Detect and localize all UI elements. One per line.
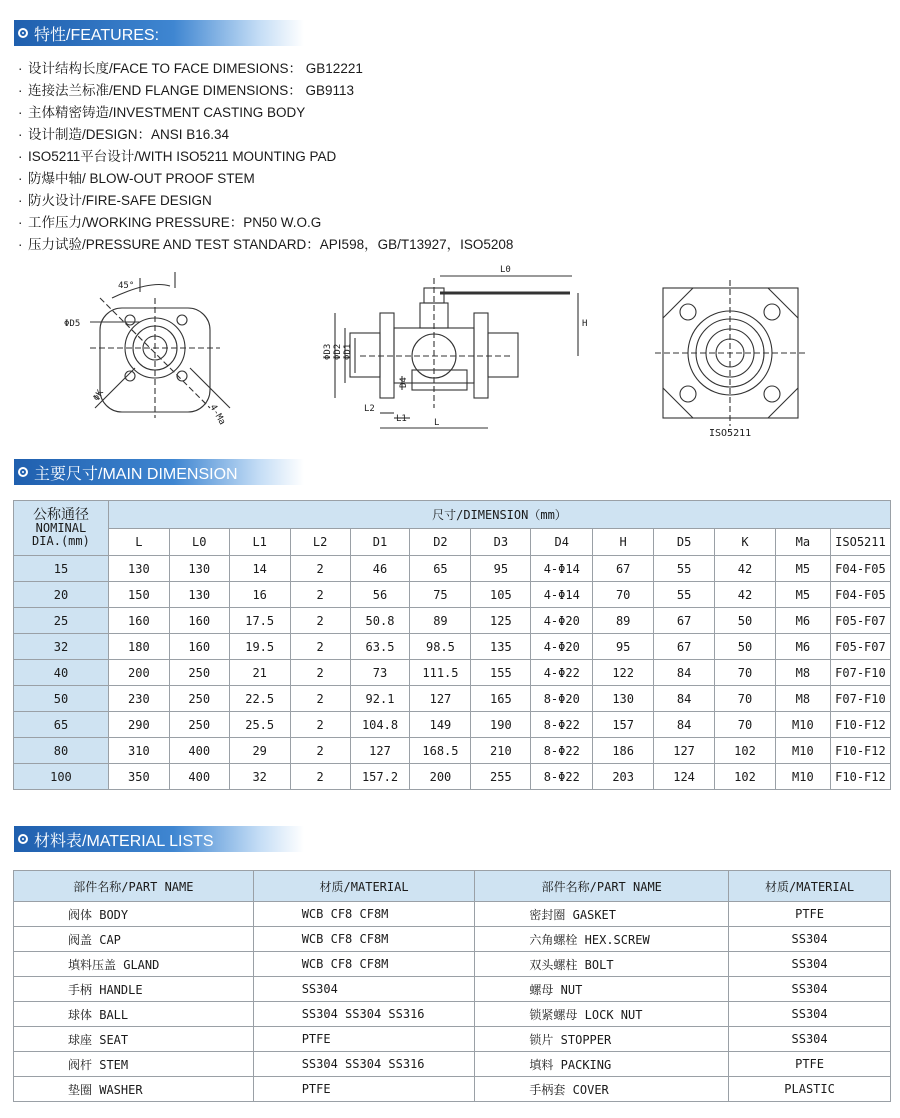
dimension-cell: 150	[108, 582, 169, 608]
dimension-cell: 125	[471, 608, 531, 634]
feature-item: · 压力试验/PRESSURE AND TEST STANDARD：API598，GB/T13927，ISO5208	[18, 237, 514, 252]
dimension-cell: 130	[169, 556, 229, 582]
material-cell: PLASTIC	[729, 1077, 891, 1102]
part-name-cell: 阀盖 CAP	[14, 927, 254, 952]
part-name-cell: 螺母 NUT	[475, 977, 729, 1002]
dimension-cell: F10-F12	[830, 712, 890, 738]
dimension-cell: 55	[654, 556, 715, 582]
dimension-cell: 42	[715, 582, 776, 608]
dimension-cell: 155	[471, 660, 531, 686]
dimension-cell: 98.5	[410, 634, 471, 660]
dimension-table	[13, 500, 891, 790]
material-cell: SS304	[729, 977, 891, 1002]
dimension-cell: 160	[169, 608, 229, 634]
dimension-cell: 84	[654, 660, 715, 686]
dimension-cell: 70	[715, 660, 776, 686]
drawing-label-ma: 4-Ma	[207, 403, 227, 427]
dimension-column-header: D4	[531, 529, 593, 556]
dimension-column-header: ISO5211	[830, 529, 890, 556]
part-name-cell: 填料 PACKING	[475, 1052, 729, 1077]
part-name-cell: 垫圈 WASHER	[14, 1077, 254, 1102]
table-row	[14, 608, 891, 634]
material-title: 材料表/MATERIAL LISTS	[34, 832, 214, 850]
dimension-cell: 203	[593, 764, 654, 790]
dimension-cell: 4-Φ22	[531, 660, 593, 686]
dimension-cell: 130	[108, 556, 169, 582]
dimension-cell: 73	[350, 660, 410, 686]
table-row	[14, 556, 891, 582]
dimension-cell: 65	[410, 556, 471, 582]
dimension-cell: 8-Φ22	[531, 712, 593, 738]
nominal-dia-cell: 65	[14, 712, 109, 738]
feature-item: · 防火设计/FIRE-SAFE DESIGN	[18, 193, 212, 208]
dimension-cell: 2	[290, 582, 350, 608]
drawing-label-l: L	[434, 418, 440, 428]
bullet-circle-icon	[18, 834, 28, 844]
dimension-cell: 127	[654, 738, 715, 764]
dimension-cell: 130	[169, 582, 229, 608]
main-dimension-title: 主要尺寸/MAIN DIMENSION	[34, 465, 238, 483]
dimension-cell: 135	[471, 634, 531, 660]
material-cell: WCB CF8 CF8M	[253, 952, 475, 977]
dimension-cell: 8-Φ22	[531, 738, 593, 764]
dimension-cell: 230	[108, 686, 169, 712]
material-section-header	[14, 826, 304, 852]
dimension-column-header: L	[108, 529, 169, 556]
nominal-dia-cell: 40	[14, 660, 109, 686]
main-dimension-section-header	[14, 459, 304, 485]
material-cell: SS304	[729, 952, 891, 977]
material-cell: SS304 SS304 SS316	[253, 1052, 475, 1077]
dimension-cell: 2	[290, 660, 350, 686]
dimension-cell: 4-Φ14	[531, 582, 593, 608]
dimension-cell: 50	[715, 608, 776, 634]
dimension-cell: M8	[775, 660, 830, 686]
dimension-cell: 250	[169, 686, 229, 712]
dimension-cell: 4-Φ20	[531, 634, 593, 660]
drawing-label-k: ΦK	[91, 388, 107, 403]
dimension-cell: F04-F05	[830, 582, 890, 608]
dimension-cell: 32	[229, 764, 290, 790]
dimension-cell: 75	[410, 582, 471, 608]
dimension-cell: 310	[108, 738, 169, 764]
dimension-cell: M10	[775, 764, 830, 790]
flange-view-drawing	[90, 272, 230, 418]
material-cell: SS304	[729, 1027, 891, 1052]
dimension-cell: 350	[108, 764, 169, 790]
dimension-cell: M5	[775, 582, 830, 608]
dimension-cell: 105	[471, 582, 531, 608]
material-cell: PTFE	[729, 1052, 891, 1077]
dimension-cell: 102	[715, 738, 776, 764]
part-name-cell: 球座 SEAT	[14, 1027, 254, 1052]
dimension-cell: 16	[229, 582, 290, 608]
dimension-cell: M6	[775, 608, 830, 634]
dimension-cell: 127	[350, 738, 410, 764]
dimension-cell: 21	[229, 660, 290, 686]
part-name-cell: 球体 BALL	[14, 1002, 254, 1027]
table-row	[14, 1077, 891, 1102]
dimension-cell: 160	[169, 634, 229, 660]
table-row	[14, 738, 891, 764]
material-cell: SS304	[729, 927, 891, 952]
dimension-cell: F05-F07	[830, 634, 890, 660]
dimension-cell: 160	[108, 608, 169, 634]
dimension-cell: 111.5	[410, 660, 471, 686]
dimension-cell: F10-F12	[830, 764, 890, 790]
dimension-cell: 200	[410, 764, 471, 790]
feature-item: · 设计制造/DESIGN：ANSI B16.34	[18, 127, 230, 142]
dimension-cell: 2	[290, 738, 350, 764]
dimension-cell: 200	[108, 660, 169, 686]
dimension-cell: 67	[654, 608, 715, 634]
dimension-cell: 84	[654, 712, 715, 738]
nominal-dia-cell: 20	[14, 582, 109, 608]
nominal-dia-cell: 32	[14, 634, 109, 660]
dimension-column-header: D2	[410, 529, 471, 556]
dimension-cell: 70	[715, 686, 776, 712]
dimension-cell: 2	[290, 608, 350, 634]
table-row	[14, 712, 891, 738]
dimension-cell: 8-Φ22	[531, 764, 593, 790]
dimension-cell: 19.5	[229, 634, 290, 660]
material-header: 材质/MATERIAL	[729, 871, 891, 902]
dimension-cell: 63.5	[350, 634, 410, 660]
dimension-cell: 14	[229, 556, 290, 582]
dimension-cell: 400	[169, 764, 229, 790]
feature-item: · 主体精密铸造/INVESTMENT CASTING BODY	[18, 105, 306, 120]
nominal-dia-cell: 80	[14, 738, 109, 764]
part-name-cell: 锁紧螺母 LOCK NUT	[475, 1002, 729, 1027]
dimension-cell: M10	[775, 738, 830, 764]
features-title: 特性/FEATURES:	[34, 26, 160, 44]
material-cell: WCB CF8 CF8M	[253, 927, 475, 952]
dimension-cell: 210	[471, 738, 531, 764]
dimension-cell: 89	[593, 608, 654, 634]
material-cell: SS304	[253, 977, 475, 1002]
dimension-cell: M8	[775, 686, 830, 712]
part-name-cell: 填料压盖 GLAND	[14, 952, 254, 977]
feature-item: · ISO5211平台设计/WITH ISO5211 MOUNTING PAD	[18, 149, 337, 164]
part-name-cell: 阀杆 STEM	[14, 1052, 254, 1077]
dimension-cell: 46	[350, 556, 410, 582]
part-name-cell: 锁片 STOPPER	[475, 1027, 729, 1052]
dimension-cell: 70	[593, 582, 654, 608]
dimension-cell: 17.5	[229, 608, 290, 634]
part-name-cell: 六角螺栓 HEX.SCREW	[475, 927, 729, 952]
material-cell: SS304	[729, 1002, 891, 1027]
table-row	[14, 660, 891, 686]
drawing-label-d4: D4	[399, 377, 409, 388]
features-section-header	[14, 20, 304, 46]
feature-item: · 工作压力/WORKING PRESSURE：PN50 W.O.G	[18, 215, 322, 230]
dimension-cell: 50.8	[350, 608, 410, 634]
dimension-cell: 255	[471, 764, 531, 790]
drawing-label-d5: ΦD5	[64, 319, 81, 329]
drawing-label-l1: L1	[396, 414, 407, 424]
part-name-cell: 手柄 HANDLE	[14, 977, 254, 1002]
nominal-dia-cell: 15	[14, 556, 109, 582]
dimension-cell: 95	[471, 556, 531, 582]
dimension-cell: F05-F07	[830, 608, 890, 634]
dimension-cell: M10	[775, 712, 830, 738]
dimension-column-header: Ma	[775, 529, 830, 556]
dimension-cell: 50	[715, 634, 776, 660]
table-row	[14, 952, 891, 977]
table-row	[14, 1052, 891, 1077]
dimension-cell: 89	[410, 608, 471, 634]
material-header: 材质/MATERIAL	[253, 871, 475, 902]
dimension-cell: 29	[229, 738, 290, 764]
dimension-cell: 250	[169, 712, 229, 738]
table-row	[14, 1002, 891, 1027]
dimension-cell: 124	[654, 764, 715, 790]
dimension-column-header: D1	[350, 529, 410, 556]
dimension-cell: 70	[715, 712, 776, 738]
dimension-cell: 180	[108, 634, 169, 660]
material-table	[13, 870, 891, 1102]
dimension-cell: F04-F05	[830, 556, 890, 582]
dimension-cell: 2	[290, 712, 350, 738]
material-cell: PTFE	[253, 1027, 475, 1052]
dimension-column-header: L0	[169, 529, 229, 556]
part-name-header: 部件名称/PART NAME	[14, 871, 254, 902]
part-name-cell: 双头螺柱 BOLT	[475, 952, 729, 977]
dimension-cell: 2	[290, 556, 350, 582]
drawing-label-d2: ΦD2	[333, 343, 343, 360]
dimension-cell: 190	[471, 712, 531, 738]
dimension-cell: 2	[290, 634, 350, 660]
dimension-cell: 92.1	[350, 686, 410, 712]
dimension-cell: 165	[471, 686, 531, 712]
dimension-cell: 168.5	[410, 738, 471, 764]
dimension-cell: F07-F10	[830, 686, 890, 712]
dimension-cell: 55	[654, 582, 715, 608]
table-row	[14, 927, 891, 952]
drawing-label-angle: 45°	[118, 281, 135, 291]
dimension-cell: 250	[169, 660, 229, 686]
drawing-label-lo: L0	[500, 265, 511, 275]
dimension-cell: 25.5	[229, 712, 290, 738]
nominal-dia-header: 公称通径 NOMINAL DIA.(mm)	[14, 501, 109, 556]
material-cell: PTFE	[253, 1077, 475, 1102]
dimension-column-header: H	[593, 529, 654, 556]
dimension-cell: M5	[775, 556, 830, 582]
dimension-cell: 95	[593, 634, 654, 660]
technical-drawings	[0, 258, 900, 458]
dimension-cell: 22.5	[229, 686, 290, 712]
dimension-cell: 186	[593, 738, 654, 764]
dimension-column-header: D5	[654, 529, 715, 556]
features-list	[18, 58, 718, 256]
bullet-circle-icon	[18, 28, 28, 38]
dimension-cell: 2	[290, 686, 350, 712]
dimension-header: 尺寸/DIMENSION（mm）	[108, 501, 890, 529]
dimension-cell: 4-Φ20	[531, 608, 593, 634]
nominal-dia-cell: 25	[14, 608, 109, 634]
dimension-cell: 67	[654, 634, 715, 660]
dimension-cell: 130	[593, 686, 654, 712]
part-name-cell: 阀体 BODY	[14, 902, 254, 927]
dimension-cell: 290	[108, 712, 169, 738]
dimension-cell: 4-Φ14	[531, 556, 593, 582]
dimension-cell: 56	[350, 582, 410, 608]
feature-item: · 防爆中轴/ BLOW-OUT PROOF STEM	[18, 171, 255, 186]
nominal-dia-cell: 100	[14, 764, 109, 790]
material-cell: PTFE	[729, 902, 891, 927]
part-name-cell: 密封圈 GASKET	[475, 902, 729, 927]
dimension-cell: F07-F10	[830, 660, 890, 686]
dimension-column-header: K	[715, 529, 776, 556]
drawing-label-l2: L2	[364, 404, 375, 414]
dimension-cell: 67	[593, 556, 654, 582]
dimension-column-header: L2	[290, 529, 350, 556]
dimension-cell: 127	[410, 686, 471, 712]
material-cell: SS304 SS304 SS316	[253, 1002, 475, 1027]
table-row	[14, 686, 891, 712]
dimension-cell: F10-F12	[830, 738, 890, 764]
table-row	[14, 1027, 891, 1052]
table-row	[14, 977, 891, 1002]
dimension-cell: 42	[715, 556, 776, 582]
iso5211-top-view-drawing	[655, 280, 806, 426]
dimension-column-header: D3	[471, 529, 531, 556]
dimension-cell: 2	[290, 764, 350, 790]
dimension-cell: 157	[593, 712, 654, 738]
dimension-column-header: L1	[229, 529, 290, 556]
feature-item: · 连接法兰标准/END FLANGE DIMENSIONS： GB9113	[18, 83, 355, 98]
dimension-cell: 84	[654, 686, 715, 712]
table-row	[14, 634, 891, 660]
dimension-cell: 122	[593, 660, 654, 686]
drawing-label-d1: ΦD1	[343, 343, 353, 360]
part-name-header: 部件名称/PART NAME	[475, 871, 729, 902]
dimension-cell: 102	[715, 764, 776, 790]
drawing-label-h: H	[582, 319, 588, 329]
dimension-cell: 157.2	[350, 764, 410, 790]
material-cell: WCB CF8 CF8M	[253, 902, 475, 927]
dimension-cell: 149	[410, 712, 471, 738]
nominal-dia-cell: 50	[14, 686, 109, 712]
table-row	[14, 902, 891, 927]
dimension-cell: 400	[169, 738, 229, 764]
bullet-circle-icon	[18, 467, 28, 477]
dimension-cell: 104.8	[350, 712, 410, 738]
part-name-cell: 手柄套 COVER	[475, 1077, 729, 1102]
iso5211-caption: ISO5211	[709, 428, 752, 439]
drawing-label-d3: ΦD3	[323, 343, 333, 360]
feature-item: · 设计结构长度/FACE TO FACE DIMESIONS： GB12221	[18, 61, 363, 76]
dimension-cell: 8-Φ20	[531, 686, 593, 712]
dimension-cell: M6	[775, 634, 830, 660]
table-row	[14, 764, 891, 790]
table-row	[14, 582, 891, 608]
